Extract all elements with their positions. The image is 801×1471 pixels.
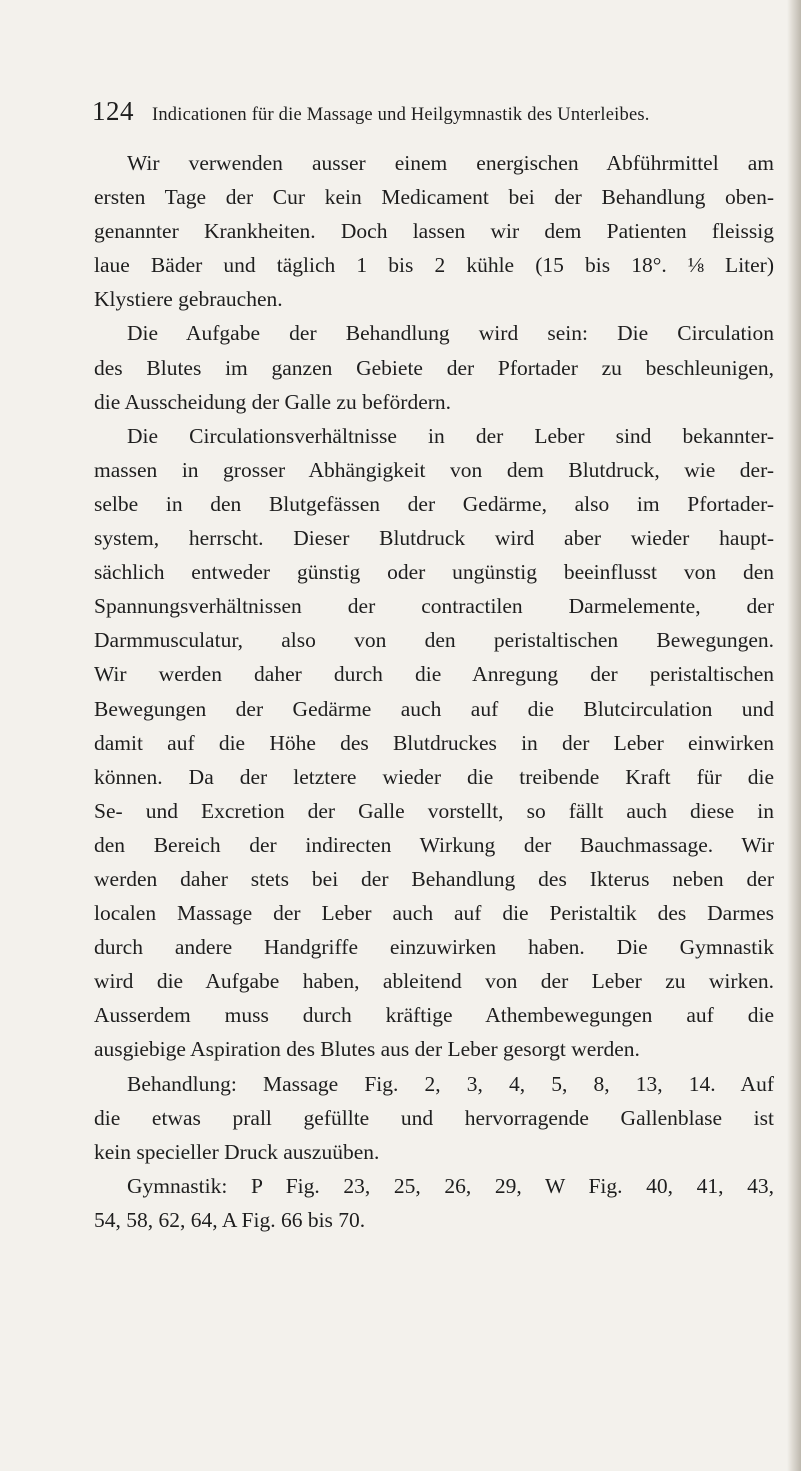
text-line: kein specieller Druck auszuüben. (94, 1139, 380, 1164)
text-line: Wir verwenden ausser einem energischen Abführmittel am (127, 151, 774, 175)
text-line: des Blutes im ganzen Gebiete der Pfortader zu beschleunigen, (94, 355, 774, 380)
text-line: Behandlung: Massage Fig. 2, 3, 4, 5, 8, 13, 14. Auf (127, 1071, 774, 1096)
text-line: massen in grosser Abhängigkeit von dem Blutdruck, wie der- (94, 457, 774, 482)
text-line: localen Massage der Leber auch auf die Peristaltik des Darmes (94, 901, 774, 926)
text-line: selbe in den Blutgefässen der Gedärme, also im Pfortader- (94, 491, 774, 516)
text-line: sächlich entweder günstig oder ungünstig beeinflusst von den (94, 560, 774, 585)
page-number: 124 (92, 96, 134, 126)
text-line: Spannungsverhältnissen der contractilen Darmelemente, der (94, 594, 774, 619)
text-line: Wir werden daher durch die Anregung der peristaltischen (94, 662, 774, 687)
body-text (94, 146, 774, 1237)
text-line: Darmmusculatur, also von den peristaltischen Bewegungen. (94, 628, 774, 653)
text-line: die Ausscheidung der Galle zu befördern. (94, 389, 452, 414)
text-line: Klystiere gebrauchen. (94, 287, 283, 312)
text-line: Se- und Excretion der Galle vorstellt, so fällt auch diese in (94, 798, 774, 823)
text-line: wird die Aufgabe haben, ableitend von der Leber zu wirken. (94, 969, 774, 994)
text-line: system, herrscht. Dieser Blutdruck wird aber wieder haupt- (94, 526, 774, 551)
text-line: damit auf die Höhe des Blutdruckes in der Leber einwirken (94, 730, 774, 755)
text-line: Bewegungen der Gedärme auch auf die Blutcirculation und (94, 696, 774, 721)
text-line: 54, 58, 62, 64, A Fig. 66 bis 70. (94, 1207, 366, 1232)
text-line: den Bereich der indirecten Wirkung der Bauchmassage. Wir (94, 832, 774, 857)
page-header (92, 96, 732, 136)
text-line: die etwas prall gefüllte und hervorragende Gallenblase ist (94, 1105, 774, 1130)
text-line: Ausserdem muss durch kräftige Athembewegungen auf die (94, 1003, 774, 1028)
text-line: ersten Tage der Cur kein Medicament bei der Behandlung oben- (94, 185, 774, 210)
text-line: Die Aufgabe der Behandlung wird sein: Die Circulation (127, 321, 774, 346)
text-line: Die Circulationsverhältnisse in der Leber sind bekannter- (127, 423, 774, 448)
running-title: Indicationen für die Massage und Heilgymnastik des Unterleibes. (152, 105, 650, 125)
text-line: können. Da der letztere wieder die treibende Kraft für die (94, 764, 774, 789)
text-line: genannter Krankheiten. Doch lassen wir dem Patienten fleissig (94, 219, 774, 244)
text-line: durch andere Handgriffe einzuwirken haben. Die Gymnastik (94, 935, 774, 960)
text-line: laue Bäder und täglich 1 bis 2 kühle (15 bis 18°. ⅛ Liter) (94, 253, 774, 278)
text-line: ausgiebige Aspiration des Blutes aus der Leber gesorgt werden. (94, 1037, 640, 1062)
text-line: werden daher stets bei der Behandlung des Ikterus neben der (94, 866, 774, 891)
text-line: Gymnastik: P Fig. 23, 25, 26, 29, W Fig. 40, 41, 43, (127, 1173, 774, 1198)
page-edge-shadow (787, 0, 801, 1471)
